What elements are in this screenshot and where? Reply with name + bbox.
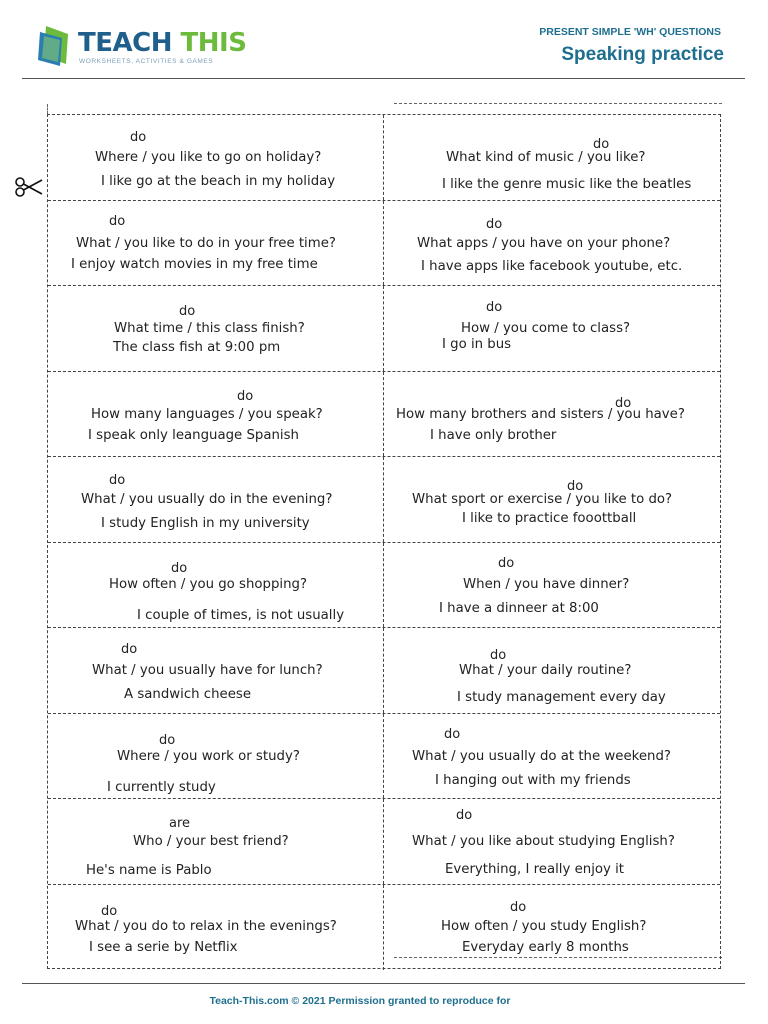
cut-line-top-left <box>47 104 49 114</box>
card-answer: I go in bus <box>442 337 512 352</box>
question-card <box>384 628 720 713</box>
question-card <box>48 799 384 884</box>
card-row <box>48 372 720 458</box>
card-answer: He's name is Pablo <box>86 863 212 878</box>
worksheet-subtitle: PRESENT SIMPLE 'WH' QUESTIONS <box>539 26 721 38</box>
card-answer: I have a dinneer at 8:00 <box>439 600 599 616</box>
logo-teach-word: TEACH <box>78 28 172 58</box>
card-answer: I have apps like facebook youtube, etc. <box>421 258 683 274</box>
logo-tagline: WORKSHEETS, ACTIVITIES & GAMES <box>79 58 214 65</box>
auxiliary-hint: do <box>490 648 507 663</box>
auxiliary-hint: do <box>593 137 610 152</box>
card-answer: I study management every day <box>457 690 666 705</box>
card-row <box>48 885 720 971</box>
auxiliary-hint: do <box>179 304 196 319</box>
auxiliary-hint: do <box>109 213 126 229</box>
auxiliary-hint: do <box>444 726 461 742</box>
card-row <box>48 799 720 885</box>
card-question: Where / you work or study? <box>117 748 300 764</box>
card-answer: I see a serie by Netflix <box>89 939 238 955</box>
copyright-notice: Teach-This.com © 2021 Permission granted to reproduce for <box>209 995 511 1007</box>
card-question: How / you come to class? <box>461 321 631 336</box>
question-card <box>384 372 720 457</box>
speaking-cards-grid <box>47 114 721 969</box>
card-question: How often / you study English? <box>441 918 647 934</box>
question-card <box>384 115 720 200</box>
auxiliary-hint: do <box>567 479 584 494</box>
card-question: What / your daily routine? <box>459 663 632 678</box>
auxiliary-hint: do <box>101 903 118 919</box>
card-question: Where / you like to go on holiday? <box>95 150 322 165</box>
card-question: What time / this class finish? <box>114 321 305 336</box>
card-row <box>48 286 720 372</box>
card-question: What sport or exercise / you like to do? <box>412 492 673 507</box>
card-answer: I like go at the beach in my holiday <box>101 174 336 189</box>
card-question: What kind of music / you like? <box>446 150 646 165</box>
header-divider <box>22 78 745 79</box>
question-card <box>384 543 720 628</box>
book-icon <box>36 24 76 68</box>
auxiliary-hint: do <box>121 642 138 657</box>
card-answer: I study English in my university <box>101 516 310 531</box>
auxiliary-hint: do <box>237 388 254 404</box>
auxiliary-hint: do <box>171 560 188 576</box>
card-answer: I hanging out with my friends <box>435 772 631 788</box>
card-question: What / you usually do at the weekend? <box>412 748 671 764</box>
card-question: What / you do to relax in the evenings? <box>75 918 337 934</box>
auxiliary-hint: do <box>109 473 126 488</box>
card-question: What / you usually have for lunch? <box>92 663 323 678</box>
card-row <box>48 543 720 629</box>
auxiliary-hint: are <box>169 816 191 831</box>
question-card <box>48 628 384 713</box>
question-card <box>48 372 384 457</box>
card-answer: Everyday early 8 months <box>462 939 629 955</box>
question-card <box>384 799 720 884</box>
card-answer: I enjoy watch movies in my free time <box>71 256 318 272</box>
logo-this-word: THIS <box>180 28 247 58</box>
question-card <box>48 543 384 628</box>
auxiliary-hint: do <box>486 300 503 315</box>
question-card <box>48 714 384 799</box>
card-question: Who / your best friend? <box>133 834 289 849</box>
question-card <box>384 286 720 371</box>
card-answer: I have only brother <box>430 427 557 443</box>
card-question: When / you have dinner? <box>463 576 630 592</box>
card-row <box>48 201 720 287</box>
card-question: How often / you go shopping? <box>109 576 308 592</box>
card-question: What apps / you have on your phone? <box>417 235 671 251</box>
auxiliary-hint: do <box>486 216 503 232</box>
card-answer: I couple of times, is not usually <box>137 607 345 623</box>
auxiliary-hint: do <box>456 808 473 823</box>
card-question: What / you usually do in the evening? <box>81 492 333 507</box>
question-card <box>384 714 720 799</box>
question-card <box>384 201 720 286</box>
auxiliary-hint: do <box>498 555 515 571</box>
card-row <box>48 628 720 714</box>
card-question: What / you like about studying English? <box>412 834 675 849</box>
page-header <box>0 0 768 80</box>
cut-line-top-right <box>394 103 722 104</box>
card-answer: The class fish at 9:00 pm <box>113 340 281 355</box>
auxiliary-hint: do <box>615 395 632 411</box>
footer-divider <box>22 983 745 984</box>
auxiliary-hint: do <box>510 899 527 915</box>
card-row <box>48 457 720 543</box>
question-card <box>48 457 384 542</box>
card-question: How many languages / you speak? <box>91 406 323 422</box>
question-card <box>384 457 720 542</box>
card-answer: I currently study <box>107 779 216 795</box>
worksheet-title: Speaking practice <box>561 44 724 65</box>
question-card <box>384 885 720 971</box>
card-row <box>48 115 720 201</box>
card-question: What / you like to do in your free time? <box>76 235 336 251</box>
question-card <box>48 115 384 200</box>
card-answer: A sandwich cheese <box>124 687 252 702</box>
card-answer: Everything, I really enjoy it <box>445 862 625 877</box>
question-card <box>48 885 384 971</box>
card-answer: I like the genre music like the beatles <box>442 177 692 192</box>
teach-this-logo <box>36 24 247 70</box>
scissors-icon <box>14 172 44 202</box>
auxiliary-hint: do <box>130 130 147 145</box>
question-card <box>48 286 384 371</box>
card-row <box>48 714 720 800</box>
card-answer: I speak only leanguage Spanish <box>88 427 299 443</box>
card-answer: I like to practice fooottball <box>462 511 637 526</box>
auxiliary-hint: do <box>159 732 176 748</box>
question-card <box>48 201 384 286</box>
card-question: How many brothers and sisters / you have? <box>396 406 685 422</box>
